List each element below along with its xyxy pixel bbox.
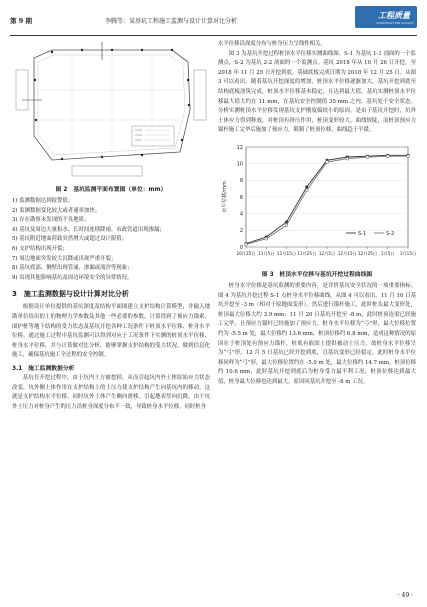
section-3-1-text: 基坑在开挖过程中，由于坑内土方被挖掉，从而引起坑内外土体原始应力状态改变，坑外侧土体作用在支护结构上的土压力使支护结构产生向基坑内的移动，这就是支护结构水平位移。同时坑外土体产生侧向滑移，引起地表竖向沉降，由于坑外土压力对桩身产生的压力沿桩身深度分布不一致，导致桩身水平位移，同时桩身 bbox=[12, 374, 210, 410]
y-tick-label: 12 bbox=[236, 144, 243, 151]
right-column bbox=[218, 40, 416, 387]
x-tick-label: 11月25日 bbox=[297, 250, 317, 256]
x-tick-label: 1月5日 bbox=[380, 250, 395, 256]
page-number: · 49 · bbox=[397, 592, 413, 599]
x-tick-label: 1月15日 bbox=[399, 250, 416, 256]
section-3-heading: 3 施工监测数据与设计计算对比分析 bbox=[12, 290, 129, 299]
figure-2-site-plan bbox=[12, 40, 210, 182]
legend-label: S-1 bbox=[358, 230, 367, 237]
section-3-intro: 根据设计单位提供的基坑深度及结构平面图建立支护结构计算模型，并输入地勘单位给出的土的物理力学参数及其他一些必要的参数，计算得到了预应力锚索、围护桩等地下结构的受力状态及基坑开挖各种工况条件下桩顶水平位移、桩身水平位移。通过施工过程中基坑监测可以得到对应于工况条件下实测的桩顶水平位移、桩身水平位移，并与计算做对比分析，能够掌握支护结构的受力状况，做到信息化施工，确保基坑施工全过程的安全控制。 bbox=[12, 304, 210, 359]
data-point-S-2 bbox=[366, 156, 369, 159]
right-para-pile-displacement: 桩身水平位移是基坑监测的重要内容，是评价基坑安全状况的一项重要指标。图 4 为基坑开挖过程 S-1 点桩身水平位移曲线，从图 4 可以看出，11 月 10 日基坑开挖至 -3 m（相对于原地面变形），然后进行锚杆施工，此时桩头最大变形处，桩顶最大位移大约 3.9 mm；11 月 20 日基坑开挖至 -8 m，此时桩顶连梁已经施工完毕，且预应力锚杆已经施加了预应力，桩身水平位移为“弓”形，最大位移位置约为 -5.5 m 处，最大位移约 13.6 mm，桩顶位移约 6.8 mm，造成这种情况的原因在于桩顶处有预应力锚杆，桩底有嵌固土提供被动土压力，故桩身水平位移呈为“弓”形。12 月 5 日基坑已经开挖到底，且基坑变形已经稳定，此时桩身水平位移同样为“弓”形，最大位移位置约在 -5.0 m 处，最大位移约 14.7 mm，桩顶位移约 10.6 mm，此时基坑开挖到底后为桩身受力最不利工况。桩顶位移达到最大值，桩身最大位移也达到最大，原因同基坑开挖至 -8 m 工况。 bbox=[218, 282, 416, 385]
x-tick-label: 11月5日 bbox=[258, 250, 275, 256]
data-point-S-2 bbox=[326, 161, 329, 164]
list-item: 5) 基坑附近地面荷载突然增大或超过设计限值； bbox=[12, 236, 128, 243]
header-rule bbox=[10, 35, 417, 36]
y-tick-label: 4 bbox=[239, 211, 243, 218]
right-para-continuation: 水平位移沿深度分布与桩身压力呈线性相关。 bbox=[218, 41, 326, 47]
list-item: 8) 基坑底部、侧壁出现管涌、渗漏或流沙等现象； bbox=[12, 265, 133, 272]
page-header bbox=[10, 4, 417, 34]
data-point-S-2 bbox=[346, 157, 349, 160]
site-plan-drawing bbox=[12, 40, 210, 182]
list-item: 9) 出现其他影响基坑及周边环境安全的异常情况。 bbox=[12, 274, 133, 281]
right-para-figure3-discussion: 图 3 为基坑开挖过程桩顶水平位移实测曲线图。S-1 为基坑 1-1 剖面的一个监测点，S-2 为基坑 2-2 剖面的一个监测点。基坑 2018 年从 10 月 26 日开挖，至 2018 年 11 月 25 日开挖到底，基础底板完成日期为 2018 年 12 月 25 日。从图 3 可以看出，随着基坑开挖深度的增加，桩顶水平位移逐渐加大，基坑开挖到底至结构底板浇筑完成，桩顶水平位移基本稳定，且达到最大值，基坑实测桩顶水平位移最大值大约在 11 mm，在基坑安全控制值 35 mm 之内，基坑处于安全状态。分析实测桩顶水平位移发现基坑支护刚度偏较小的原因，是由于基坑开挖时，坑外土体应力得到释放，对桩顶有挤压作用，桩顶变形较大，曲线较陡，而桩顶预应力锚杆施工完毕后施加了预应力，限制了桩顶位移，曲线趋于平缓。 bbox=[218, 50, 416, 134]
list-item: 3) 存在勘察未发现的不良地质； bbox=[12, 217, 90, 224]
y-tick-label: 6 bbox=[239, 194, 243, 201]
data-point-S-2 bbox=[285, 224, 288, 227]
data-point-S-2 bbox=[265, 237, 268, 240]
journal-logo bbox=[351, 4, 417, 32]
x-tick-label: 12月25日 bbox=[357, 250, 378, 256]
journal-logo-subtext: CONSTRUCTION QUALITY bbox=[376, 21, 414, 25]
section-3-1-heading: 3.1 施工监测数据分析 bbox=[12, 365, 75, 372]
journal-logo-text: 工程质量 bbox=[378, 11, 410, 20]
warning-conditions-list bbox=[12, 197, 210, 283]
y-axis-label: 水平位移/mm bbox=[222, 181, 228, 213]
x-tick-label: 11月15日 bbox=[276, 250, 297, 256]
y-tick-label: 2 bbox=[239, 228, 243, 235]
list-item: 6) 支护结构出现开裂； bbox=[12, 245, 68, 252]
x-tick-label: 12月15日 bbox=[337, 250, 357, 256]
y-tick-label: 8 bbox=[239, 178, 243, 185]
data-point-S-2 bbox=[386, 155, 389, 158]
y-tick-label: 0 bbox=[239, 244, 243, 251]
list-item: 2) 监测数据变化较大或者速率加快； bbox=[12, 207, 101, 214]
figure-2-caption: 图 2 基坑监测平面布置图（单位：mm） bbox=[55, 187, 167, 193]
data-point-S-2 bbox=[245, 243, 248, 246]
list-item: 1) 监测数据达到报警值； bbox=[12, 198, 74, 204]
left-column bbox=[12, 40, 210, 412]
x-tick-label: 10月25日 bbox=[236, 250, 256, 256]
data-point-S-1 bbox=[305, 186, 308, 189]
x-tick-label: 12月5日 bbox=[318, 250, 336, 256]
figure-3-caption: 图 3 桩顶水平位移与基坑开挖过程曲线图 bbox=[261, 271, 373, 278]
running-title: 李腾等：某基坑工程施工监测与设计计算对比分析 bbox=[105, 18, 238, 25]
data-point-S-2 bbox=[407, 155, 410, 158]
list-item: 4) 基坑及周边大量积水、长时间连续降雨、市政管道出现渗漏； bbox=[12, 226, 165, 233]
list-item: 7) 周边地面突发较大沉降或出现严重开裂； bbox=[12, 255, 117, 262]
legend-label: S-2 bbox=[386, 230, 395, 237]
figure-3-chart bbox=[218, 139, 416, 267]
pile-top-displacement-chart bbox=[218, 139, 416, 267]
data-point-S-2 bbox=[305, 189, 308, 192]
series-line-S-2 bbox=[246, 156, 408, 244]
y-tick-label: 10 bbox=[236, 161, 243, 168]
issue-number: 第 9 期 bbox=[10, 17, 33, 25]
